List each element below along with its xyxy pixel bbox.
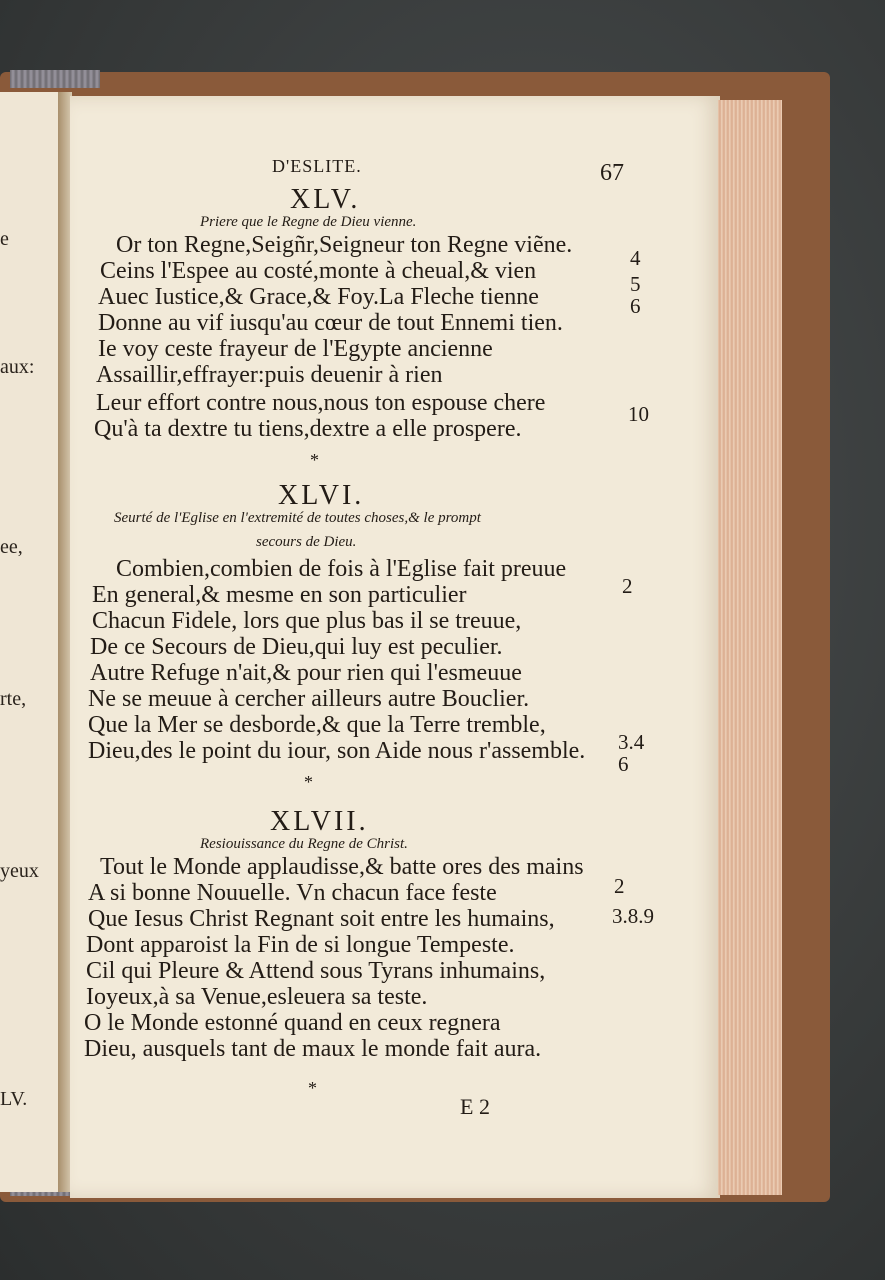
left-fragment: ee, (0, 536, 23, 558)
page-number: 67 (600, 160, 624, 186)
verse-line: En general,& mesme en son particulier (92, 582, 467, 608)
margin-number: 3.8.9 (612, 904, 654, 928)
section-separator: * (308, 1078, 317, 1098)
verse-line: Dont apparoist la Fin de si longue Tempeste. (86, 932, 515, 958)
verse-line: Dieu,des le point du iour, son Aide nous r'assemble. (88, 738, 586, 764)
verse-line: Que la Mer se desborde,& que la Terre tremble, (88, 712, 546, 738)
verse-line: Tout le Monde applaudisse,& batte ores des mains (100, 854, 584, 880)
verse-line: De ce Secours de Dieu,qui luy est peculier. (90, 634, 503, 660)
left-fragment: LV. (0, 1088, 28, 1110)
verse-line: Cil qui Pleure & Attend sous Tyrans inhumains, (86, 958, 546, 984)
verse-line: Autre Refuge n'ait,& pour rien qui l'esmeuue (90, 660, 522, 686)
verse-line: Combien,combien de fois à l'Eglise fait preuue (116, 556, 567, 582)
verse-line: Chacun Fidele, lors que plus bas il se treuue, (92, 608, 522, 634)
verse-line: O le Monde estonné quand en ceux regnera (84, 1010, 501, 1036)
section-caption: Seurté de l'Eglise en l'extremité de toutes choses,& le prompt (114, 510, 481, 526)
margin-number: 6 (618, 752, 629, 776)
margin-number: 6 (630, 294, 641, 318)
margin-number: 4 (630, 246, 641, 270)
verse-line: A si bonne Nouuelle. Vn chacun face feste (88, 880, 497, 906)
verse-line: Dieu, ausquels tant de maux le monde fait aura. (84, 1036, 542, 1062)
verse-line: Qu'à ta dextre tu tiens,dextre a elle prospere. (94, 416, 522, 442)
verse-line: Leur effort contre nous,nous ton espouse chere (96, 390, 546, 416)
margin-number: 10 (628, 402, 649, 426)
verse-line: Assaillir,effrayer:puis deuenir à rien (96, 362, 443, 388)
verse-line: Ioyeux,à sa Venue,esleuera sa teste. (86, 984, 428, 1010)
section-separator: * (304, 772, 313, 792)
margin-number: 2 (622, 574, 633, 598)
section-caption: Resiouissance du Regne de Christ. (200, 836, 408, 852)
printer-signature: E 2 (460, 1094, 490, 1119)
left-fragment: e (0, 228, 9, 250)
verse-line: Ne se meuue à cercher ailleurs autre Bouclier. (88, 686, 530, 712)
page-edges (718, 100, 782, 1195)
section-separator: * (310, 450, 319, 470)
section-numeral: XLVI. (278, 480, 365, 511)
running-head: D'ESLITE. (272, 156, 362, 176)
left-fragment: yeux (0, 860, 39, 882)
margin-number: 3.4 (618, 730, 645, 754)
verse-line: Auec Iustice,& Grace,& Foy.La Fleche tienne (98, 284, 539, 310)
verse-line: Que Iesus Christ Regnant soit entre les humains, (88, 906, 555, 932)
margin-number: 5 (630, 272, 641, 296)
left-page (0, 92, 60, 1192)
left-fragment: aux: (0, 356, 35, 378)
verse-line: Ceins l'Espee au costé,monte à cheual,& vien (100, 258, 537, 284)
section-numeral: XLV. (290, 184, 361, 215)
section-numeral: XLVII. (270, 806, 369, 837)
verse-line: Ie voy ceste frayeur de l'Egypte ancienne (98, 336, 493, 362)
margin-number: 2 (614, 874, 625, 898)
section-caption: Priere que le Regne de Dieu vienne. (200, 214, 417, 230)
section-caption: secours de Dieu. (256, 534, 357, 550)
verse-line: Or ton Regne,Seigñr,Seigneur ton Regne viẽne. (116, 232, 573, 258)
binding-strip-top (10, 70, 100, 88)
verse-line: Donne au vif iusqu'au cœur de tout Ennemi tien. (98, 310, 563, 336)
left-fragment: rte, (0, 688, 27, 710)
